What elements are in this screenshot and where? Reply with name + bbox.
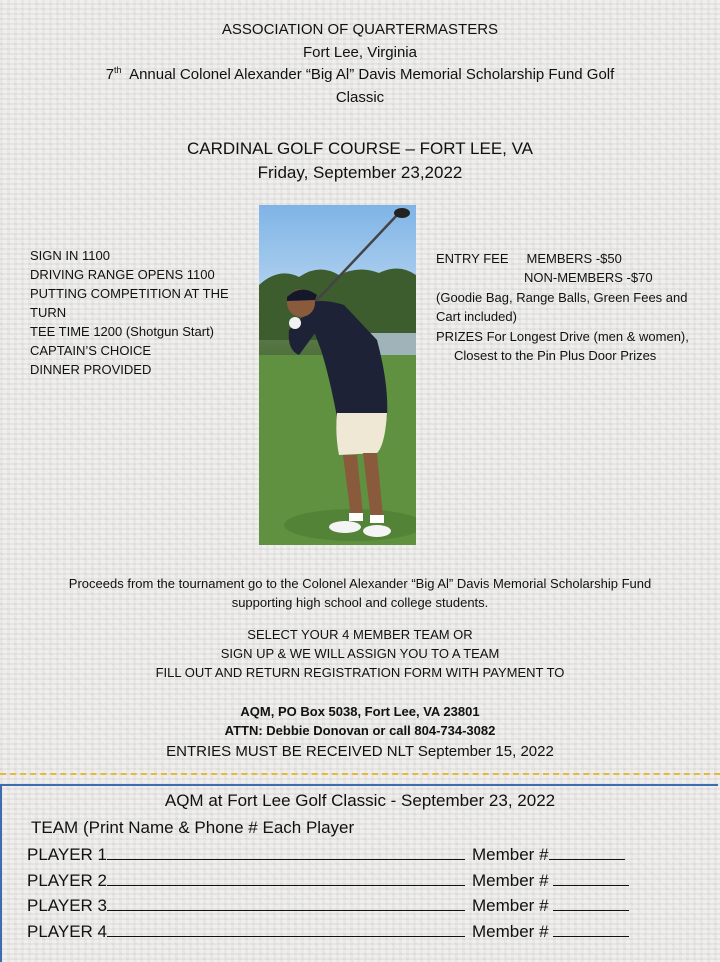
schedule-list: [30, 246, 255, 379]
member-label-text: Member #: [472, 896, 554, 915]
event-title-line1: Annual Colonel Alexander “Big Al” Davis Memorial Scholarship Fund Golf: [129, 66, 615, 83]
member-number-label: [472, 894, 629, 916]
entry-deadline: ENTRIES MUST BE RECEIVED NLT September 15, 2022: [166, 743, 554, 760]
instruction-line: FILL OUT AND RETURN REGISTRATION FORM WITH PAYMENT TO: [155, 665, 565, 680]
instruction-line: SELECT YOUR 4 MEMBER TEAM OR: [247, 627, 473, 642]
team-label: TEAM (Print Name & Phone # Each Player: [31, 818, 355, 837]
member-number-field[interactable]: [549, 843, 625, 860]
player-row: [27, 894, 554, 916]
member-label-text: Member #: [472, 871, 554, 890]
header-event-title: [0, 64, 720, 86]
cut-line-divider: [0, 773, 720, 775]
player-name-field[interactable]: [107, 920, 465, 937]
player-name-field[interactable]: [107, 894, 465, 911]
member-number-label: [472, 869, 629, 891]
player-name-field[interactable]: [107, 843, 465, 860]
entry-fee-label: ENTRY FEE: [436, 251, 509, 266]
course-name: CARDINAL GOLF COURSE – FORT LEE, VA: [186, 139, 534, 158]
player-row: [27, 920, 554, 942]
member-number-label: [472, 843, 625, 865]
header-org: ASSOCIATION OF QUARTERMASTERS: [221, 21, 499, 38]
instruction-line: SIGN UP & WE WILL ASSIGN YOU TO A TEAM: [220, 646, 500, 661]
prizes: PRIZES For Longest Drive (men & women),: [436, 328, 689, 344]
proceeds-line1: Proceeds from the tournament go to the Colonel Alexander “Big Al” Davis Memorial Scholarship Fund: [68, 576, 652, 591]
fees-block: [436, 249, 706, 365]
schedule-item: DINNER PROVIDED: [30, 362, 152, 377]
mailing-address: AQM, PO Box 5038, Fort Lee, VA 23801: [240, 704, 480, 719]
fee-members: MEMBERS -$50: [526, 251, 622, 266]
player-label: PLAYER 3: [27, 896, 108, 915]
player-name-field[interactable]: [107, 869, 465, 886]
schedule-item: TEE TIME 1200 (Shotgun Start): [30, 324, 215, 339]
fee-non-members: NON-MEMBERS -$70: [524, 270, 653, 286]
schedule-item: SIGN IN 1100: [30, 248, 110, 263]
proceeds-line2: supporting high school and college students.: [231, 595, 489, 610]
player-label: PLAYER 2: [27, 871, 108, 890]
player-row: [27, 869, 554, 891]
event-number: 7: [105, 66, 115, 83]
event-title-line2: Classic: [335, 89, 385, 106]
schedule-item: DRIVING RANGE OPENS 1100: [30, 267, 215, 282]
schedule-item: CAPTAIN’S CHOICE: [30, 343, 152, 358]
attention-contact: ATTN: Debbie Donovan or call 804-734-3082: [224, 723, 496, 738]
fee-row-members: [436, 249, 706, 268]
member-label-text: Member #: [472, 922, 554, 941]
player-row: [27, 843, 549, 865]
header-location: Fort Lee, Virginia: [303, 44, 417, 61]
prizes-closest: Closest to the Pin Plus Door Prizes: [454, 348, 657, 364]
golfer-illustration: [259, 205, 416, 545]
member-number-field[interactable]: [553, 869, 629, 886]
member-number-field[interactable]: [553, 894, 629, 911]
member-number-field[interactable]: [553, 920, 629, 937]
member-number-label: [472, 920, 629, 942]
schedule-item: PUTTING COMPETITION AT THE TURN: [30, 286, 229, 320]
golfer-photo: [259, 205, 416, 545]
event-ordinal: th: [114, 65, 122, 75]
player-label: PLAYER 1: [27, 845, 108, 864]
player-label: PLAYER 4: [27, 922, 108, 941]
fee-includes: (Goodie Bag, Range Balls, Green Fees and Cart included): [436, 289, 688, 325]
member-label-text: Member #: [472, 845, 549, 864]
form-title: AQM at Fort Lee Golf Classic - September 23, 2022: [164, 791, 556, 810]
event-date: Friday, September 23,2022: [257, 163, 463, 182]
